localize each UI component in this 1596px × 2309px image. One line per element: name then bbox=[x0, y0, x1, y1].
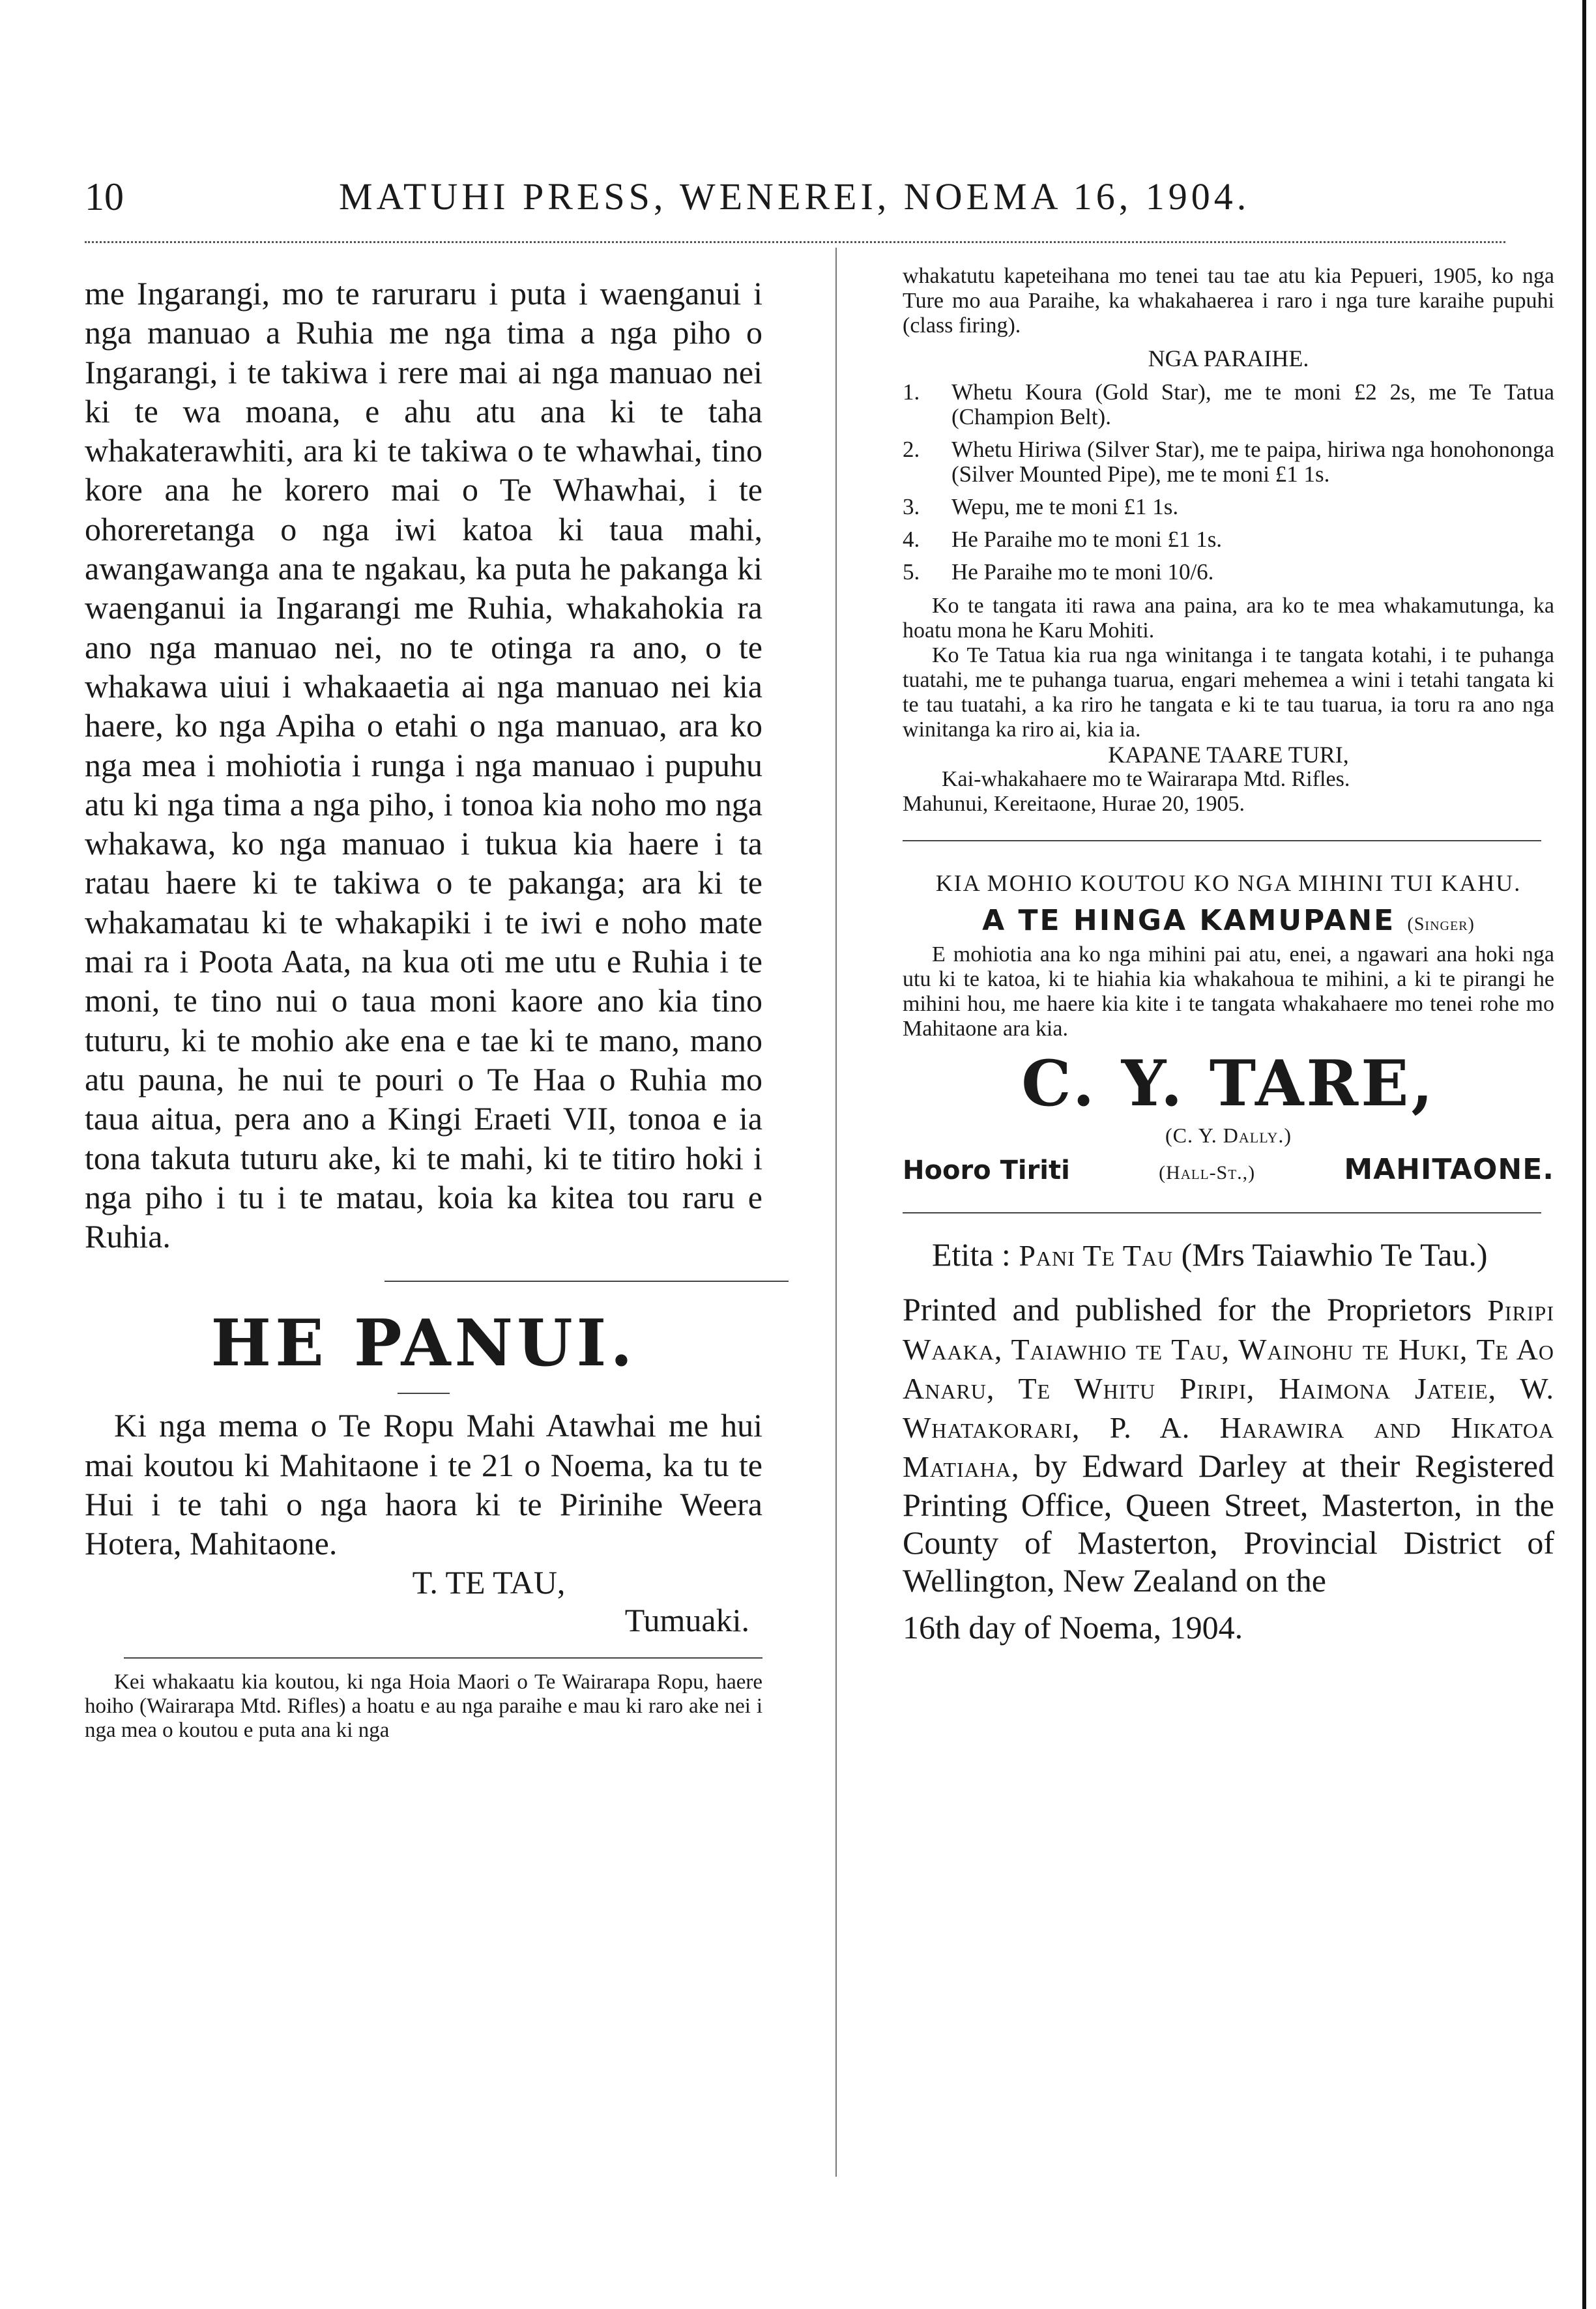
ad-body: E mohiotia ana ko nga mihini pai atu, enei, a ngawari ana hoki nga utu ki te katoa, ki te hiahia kia whakahoua te mihini, a ki te pirangi he mihini hou, me haere kia kite i te tangata whakahaere mo tenei rohe mo Mahitaone ara kia. bbox=[903, 942, 1554, 1041]
section-rule bbox=[384, 1281, 789, 1282]
merchant-name: C. Y. TARE, bbox=[1021, 1047, 1436, 1120]
notice-signature: T. TE TAU, bbox=[412, 1563, 566, 1601]
imprint-text: Printed and published for the Proprietors bbox=[903, 1291, 1472, 1328]
signatory-role: Kai-whakahaere mo te Wairarapa Mtd. Rifles. bbox=[942, 767, 1350, 791]
editor-credit bbox=[903, 1236, 1554, 1275]
ad-heading: KIA MOHIO KOUTOU KO NGA MIHINI TUI KAHU. bbox=[935, 870, 1522, 896]
rifles-notice: Kei whakaatu kia koutou, ki nga Hoia Maori o Te Wairarapa Ropu, haere hoiho (Wairarapa Mtd. Rifles) a hoatu e au nga paraihe e mau ki raro ake nei i nga mea o koutou e puta ana ki nga bbox=[85, 1670, 762, 1742]
prizes-heading: NGA PARAIHE. bbox=[1148, 345, 1309, 371]
right-column bbox=[903, 264, 1554, 1646]
header-rule bbox=[85, 241, 1505, 243]
prize-item: 4. He Paraihe mo te moni £1 1s. bbox=[903, 527, 1223, 552]
left-column bbox=[85, 274, 762, 1743]
section-rule bbox=[124, 1657, 762, 1659]
town-name: MAHITAONE. bbox=[1344, 1153, 1554, 1186]
column-divider bbox=[835, 248, 837, 2177]
section-rule bbox=[903, 1212, 1541, 1213]
merchant-alias: (C. Y. Dally.) bbox=[1165, 1124, 1292, 1147]
prizes-list bbox=[903, 380, 1554, 585]
street-abbreviation: (Hall-St.,) bbox=[1159, 1162, 1256, 1184]
merchant-address bbox=[903, 1153, 1554, 1186]
prize-item: 2. Whetu Hiriwa (Silver Star), me te paipa, hiriwa nga honohononga (Silver Mounted Pipe), me te moni £1 1s. bbox=[903, 437, 1554, 487]
masthead: MATUHI PRESS, WENEREI, NOEMA 16, 1904. bbox=[339, 175, 1251, 218]
prize-item: 3. Wepu, me te moni £1 1s. bbox=[903, 494, 1179, 519]
signatory: KAPANE TAARE TURI, bbox=[1108, 742, 1349, 768]
ad-subheading bbox=[903, 904, 1554, 937]
page-edge-bar bbox=[1582, 0, 1586, 2309]
title-rule bbox=[398, 1393, 450, 1394]
proprietors: Piripi Waaka, Taiawhio te Tau, Wainohu te Huki, Te Ao Anaru, Te Whitu Piripi, Haimona Jateie, W. Whatakorari, P. A. Harawira and Hikatoa Matiaha, bbox=[903, 1294, 1554, 1483]
notice-title: HE PANUI. bbox=[210, 1306, 637, 1382]
prize-rule-2: Ko Te Tatua kia rua nga winitanga i te tangata kotahi, i te puhanga tuatahi, me te puhanga tuarua, engari mehemea a wini i tetahi tangata ki te tau tuatahi, a ka riro he tangata e ki te tau tuarua, ia toru ra ano nga winitanga ka riro ai, kia ia. bbox=[903, 643, 1554, 742]
prize-rule-1: Ko te tangata iti rawa ana paina, ara ko te mea whakamutunga, ka hoatu mona he Karu Mohiti. bbox=[903, 594, 1554, 643]
rifles-notice-continued: whakatutu kapeteihana mo tenei tau tae atu kia Pepueri, 1905, ko nga Ture mo aua Paraihe, ka whakahaerea i raro i nga ture karaihe pupuhi (class firing). bbox=[903, 264, 1554, 338]
notice-signature-role: Tumuaki. bbox=[624, 1601, 749, 1638]
signatory-place-date: Mahunui, Kereitaone, Hurae 20, 1905. bbox=[903, 792, 1245, 816]
section-rule bbox=[903, 840, 1541, 841]
company-note: (Singer) bbox=[1407, 914, 1475, 935]
editor-label: Etita : bbox=[932, 1236, 1011, 1273]
company-name: A TE HINGA KAMUPANE bbox=[982, 904, 1396, 937]
editor-alias: (Mrs Taiawhio Te Tau.) bbox=[1181, 1236, 1488, 1273]
notice-body: Ki nga mema o Te Ropu Mahi Atawhai me hui mai koutou ki Mahitaone i te 21 o Noema, ka tu te Hui i te tahi o nga haora ki te Pirinihe Weera Hotera, Mahitaone. bbox=[85, 1407, 762, 1562]
imprint-printer: by Edward Darley at their Registered Printing Office, Queen Street, Masterton, in the County of Masterton, Provincial District of Wellington, New Zealand on the bbox=[903, 1447, 1554, 1599]
prize-item: 5. He Paraihe mo te moni 10/6. bbox=[903, 559, 1214, 585]
street-name: Hooro Tiriti bbox=[903, 1155, 1070, 1185]
editor-name: Pani Te Tau bbox=[1019, 1239, 1174, 1272]
imprint-date: 16th day of Noema, 1904. bbox=[903, 1609, 1243, 1646]
imprint bbox=[903, 1290, 1554, 1599]
article-paragraph: me Ingarangi, mo te raruraru i puta i waenganui i nga manuao a Ruhia me nga tima a nga piho o Ingarangi, i te takiwa i rere mai ai nga manuao nei ki te wa moana, e ahu atu ana ki te taha whakaterawhiti, ara ki te takiwa o te whawhai, tino kore ana he korero mai o Te Whawhai, i te ohoreretanga o nga iwi katoa ki taua mahi, awangawanga ana te ngakau, ka puta he pakanga ki waenganui ia Ingarangi me Ruhia, whakahokia ra ano nga manuao nei, no te otinga ra ano, o te whakawa uiui i whakaaetia ai nga manuao nei kia haere, ko nga Apiha o etahi o nga manuao, ara ko nga mea i mohiotia i runga i nga manuao i pupuhu atu ki nga tima a nga piho, i tonoa kia noho mo nga whakawa, ko nga manuao i tukua kia haere i ta ratau haere ki te takiwa o te pakanga; ara ki te whakamatau ki te whakapiki i te iwi e noho mate mai ra i Poota Aata, na kua oti me utu e Ruhia i te moni, te tino nui o taua moni kaore ano kia tino tuturu, ki te mohio ake ena e tae ki te mano, mano atu pauna, he nui te pouri o Te Haa o Ruhia mo taua aitua, pera ano a Kingi Eraeti VII, tonoa e ia tona takuta tuturu ake, ki te mahi, ki te titiro hoki i nga piho i tu i te matau, koia ka kitea tou raru e Ruhia. bbox=[85, 275, 762, 1255]
prize-item: 1. Whetu Koura (Gold Star), me te moni £2 2s, me Te Tatua (Champion Belt). bbox=[903, 379, 1554, 429]
page-number: 10 bbox=[85, 175, 124, 218]
